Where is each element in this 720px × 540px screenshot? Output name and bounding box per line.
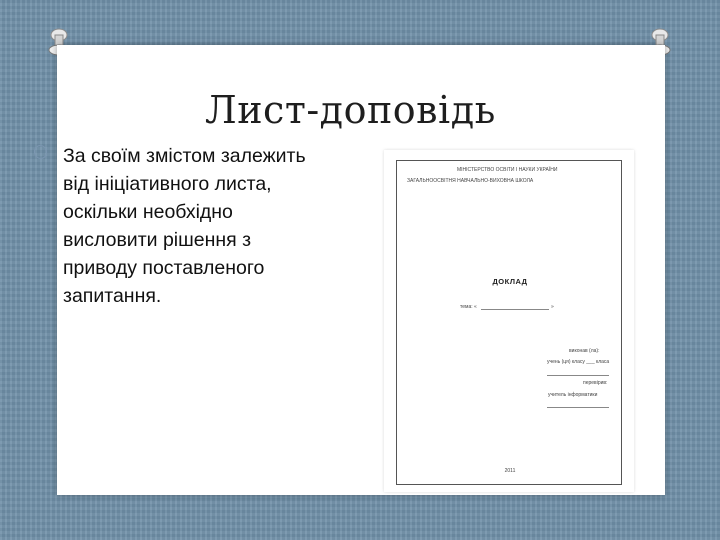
checked-label: перевірив:: [583, 380, 608, 386]
report-title-page-image: [384, 150, 634, 492]
teacher-underline: [547, 407, 609, 408]
bullet-marker-icon: [32, 143, 49, 161]
teacher-label: учитель інформатики: [548, 392, 598, 398]
bullet-text: За своїм змістом залежить від ініціативного листа, оскільки необхідно висловити рішення з приводу поставленого запитання.: [63, 145, 306, 307]
document-frame: [396, 160, 622, 485]
topic-label: тема: «: [460, 304, 477, 310]
performed-label: виконав (ла):: [569, 348, 600, 354]
ministry-line: МІНІСТЕРСТВО ОСВІТИ І НАУКИ УКРАЇНИ: [457, 167, 558, 173]
slide-title: Лист-доповідь: [205, 88, 496, 132]
student-underline: [547, 375, 609, 376]
topic-close: »: [551, 304, 554, 310]
document-heading: ДОКЛАД: [492, 277, 528, 286]
topic-underline: [481, 309, 549, 310]
school-line: ЗАГАЛЬНООСВІТНЯ НАВЧАЛЬНО-ВИХОВНА ШКОЛА: [407, 178, 534, 184]
student-label: учень (ця) класу ___ класа: [547, 359, 610, 365]
document-year: 2011: [504, 468, 516, 474]
bullet-item: [34, 142, 384, 310]
